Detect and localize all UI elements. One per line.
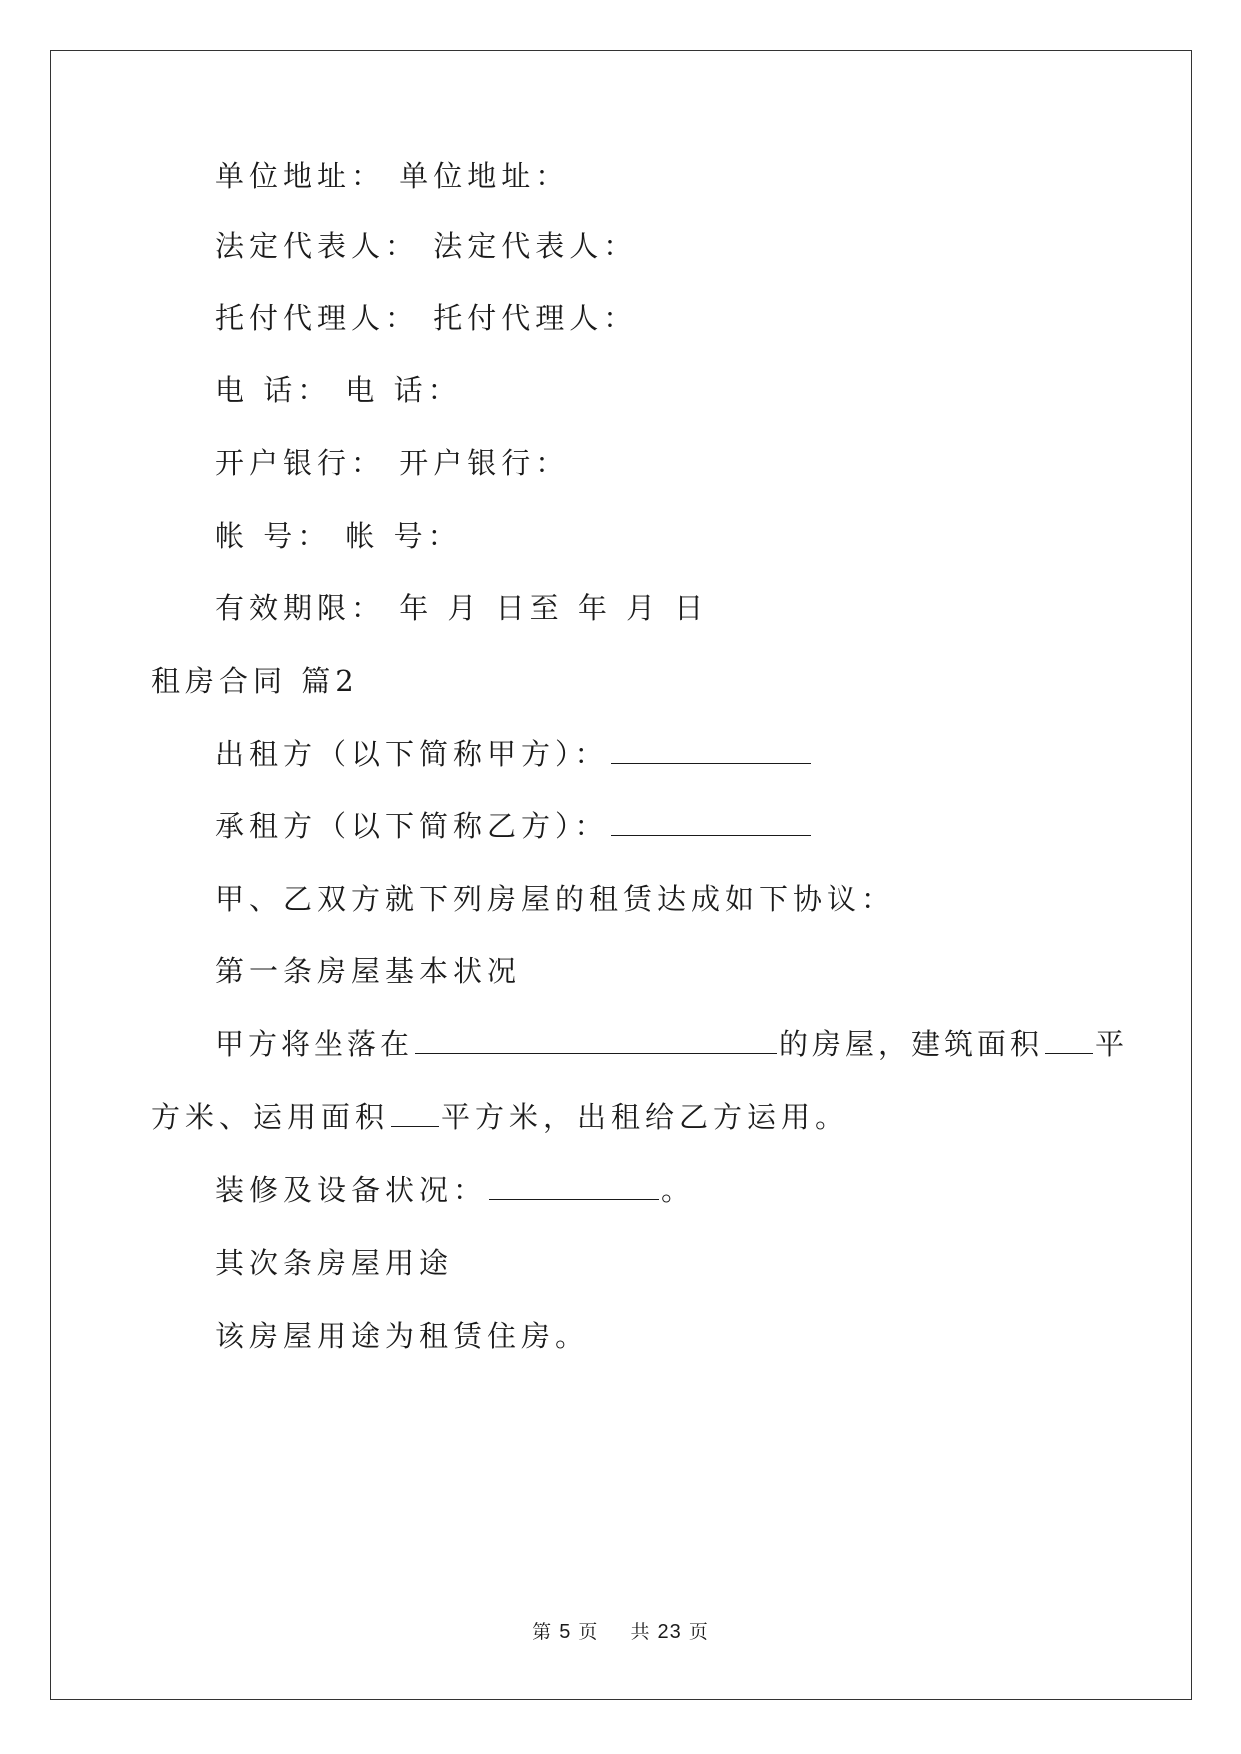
- building-area-label: 的房屋，建筑面积: [779, 1027, 1044, 1061]
- usable-area-blank: [391, 1100, 439, 1127]
- current-page-number: 5: [559, 1621, 572, 1643]
- decoration-label: 装修及设备状况：: [215, 1173, 488, 1207]
- decoration-line: [215, 1172, 695, 1208]
- location-label: 甲方将坐落在: [215, 1027, 414, 1061]
- article-2-text: 该房屋用途为租赁住房。: [215, 1319, 590, 1353]
- page-suffix: 页: [578, 1621, 599, 1643]
- lessor-line: [215, 736, 813, 772]
- phone-line: 电 话： 电 话：: [215, 373, 462, 407]
- decoration-blank: [489, 1173, 659, 1200]
- total-suffix: 页: [688, 1621, 709, 1643]
- decoration-end: 。: [661, 1173, 696, 1207]
- total-pages-number: 23: [657, 1621, 682, 1643]
- building-area-unit-start: 平: [1095, 1027, 1129, 1061]
- lessee-line: [215, 808, 813, 844]
- building-area-blank: [1045, 1027, 1093, 1054]
- authorized-agent-line: 托付代理人： 托付代理人：: [215, 301, 638, 335]
- account-line: 帐 号： 帐 号：: [215, 519, 462, 553]
- lessor-label: 出租方（以下简称甲方）：: [215, 737, 609, 771]
- lessee-blank: [611, 809, 811, 836]
- page-prefix: 第: [532, 1621, 553, 1643]
- article-1-paragraph-line-2: [151, 1099, 849, 1135]
- agreement-intro: 甲、乙双方就下列房屋的租赁达成如下协议：: [215, 882, 896, 916]
- article-1-paragraph-line-1: [215, 1026, 1128, 1062]
- page-footer: [0, 1620, 1241, 1644]
- article-1-title: 第一条房屋基本状况: [215, 954, 522, 988]
- lessee-label: 承租方（以下简称乙方）：: [215, 809, 609, 843]
- bank-line: 开户银行： 开户银行：: [215, 446, 570, 480]
- location-blank: [415, 1027, 777, 1054]
- lessor-blank: [611, 737, 811, 764]
- usable-area-label: 方米、运用面积: [151, 1100, 390, 1134]
- unit-address-line: 单位地址： 单位地址：: [215, 159, 570, 193]
- usable-area-unit: 平方米，出租给乙方运用。: [441, 1100, 850, 1134]
- article-2-title: 其次条房屋用途: [215, 1246, 454, 1280]
- page-frame: [50, 50, 1192, 1700]
- section-title: 租房合同 篇2: [151, 664, 359, 698]
- total-prefix: 共: [630, 1621, 651, 1643]
- legal-representative-line: 法定代表人： 法定代表人：: [215, 229, 638, 263]
- validity-line: 有效期限： 年 月 日至 年 月 日: [215, 591, 709, 625]
